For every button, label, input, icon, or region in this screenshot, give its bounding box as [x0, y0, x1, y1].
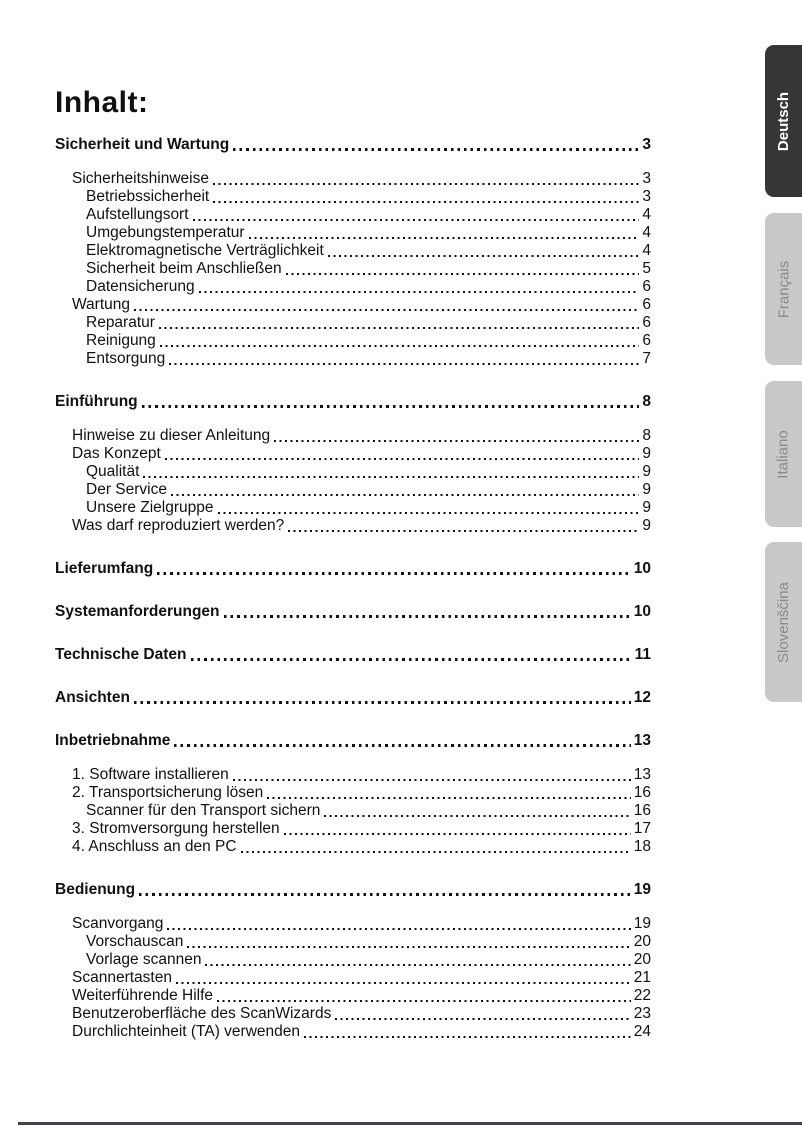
language-tab-slovenscina[interactable] [765, 542, 802, 702]
toc-entry-label: Betriebssicherheit [86, 188, 210, 205]
toc-entry-page: 3 [642, 188, 651, 205]
toc-dot-leader [160, 345, 640, 347]
toc-dot-leader [249, 237, 640, 239]
toc-entry-page: 9 [642, 499, 651, 516]
toc-entry [55, 689, 651, 707]
toc-entry-label: Wartung [72, 296, 131, 313]
toc-dot-leader [284, 833, 631, 835]
toc-entry-label: Inbetriebnahme [55, 732, 171, 749]
toc-entry [55, 1005, 651, 1023]
toc-entry-label: 4. Anschluss an den PC [72, 838, 237, 855]
toc-entry [55, 206, 651, 224]
toc-entry-page: 4 [642, 242, 651, 259]
toc-entry-label: Ansichten [55, 689, 130, 706]
toc-dot-leader [193, 219, 640, 221]
toc-entry-page: 21 [633, 969, 651, 986]
toc-entry [55, 732, 651, 750]
toc-entry-page: 6 [642, 278, 651, 295]
toc-entry [55, 314, 651, 332]
toc-entry-page: 8 [642, 427, 651, 444]
toc-entry-page: 16 [633, 784, 651, 801]
toc-entry [55, 296, 651, 314]
toc-entry-label: Durchlichteinheit (TA) verwenden [72, 1023, 301, 1040]
toc-entry-page: 9 [642, 445, 651, 462]
toc-entry-page: 3 [642, 170, 651, 187]
toc-entry-label: Scanner für den Transport sichern [86, 802, 321, 819]
toc-entry [55, 350, 651, 368]
toc-entry [55, 951, 651, 969]
toc-entry-page: 13 [633, 766, 651, 783]
toc-entry-label: Qualität [86, 463, 140, 480]
toc-entry [55, 427, 651, 445]
toc-entry-label: 2. Transportsicherung lösen [72, 784, 264, 801]
toc-entry-label: Bedienung [55, 881, 136, 898]
toc-entry-label: Sicherheit beim Anschließen [86, 260, 282, 277]
toc-entry-label: Sicherheit und Wartung [55, 136, 230, 153]
toc-entry-label: Hinweise zu dieser Anleitung [72, 427, 271, 444]
toc-dot-leader [218, 512, 640, 514]
toc-entry-label: Technische Daten [55, 646, 187, 663]
toc-entry [55, 445, 651, 463]
toc-entry [55, 332, 651, 350]
toc-dot-leader [171, 494, 639, 496]
toc-dot-leader [199, 291, 640, 293]
toc-dot-leader [328, 255, 640, 257]
toc-entry-page: 5 [642, 260, 651, 277]
toc-dot-leader [286, 273, 640, 275]
toc-dot-leader [267, 797, 630, 799]
toc-entry-page: 17 [633, 820, 651, 837]
toc-dot-leader [134, 701, 631, 704]
toc-entry [55, 224, 651, 242]
toc-entry [55, 560, 651, 578]
toc-entry-label: Lieferumfang [55, 560, 154, 577]
toc-dot-leader [335, 1018, 630, 1020]
toc-dot-leader [159, 327, 639, 329]
toc-dot-leader [157, 572, 631, 575]
toc-entry-label: Vorlage scannen [86, 951, 202, 968]
toc-dot-leader [324, 815, 630, 817]
toc-entry [55, 881, 651, 899]
toc-entry-page: 13 [633, 732, 651, 749]
toc-entry-page: 12 [633, 689, 651, 706]
toc-dot-leader [134, 309, 639, 311]
toc-entry [55, 393, 651, 411]
toc-entry-page: 9 [642, 481, 651, 498]
toc-dot-leader [213, 183, 639, 185]
toc-dot-leader [176, 982, 631, 984]
toc-entry-page: 11 [634, 646, 651, 663]
toc-dot-leader [217, 1000, 631, 1002]
toc-entry-page: 3 [642, 136, 651, 153]
toc-dot-leader [233, 148, 639, 151]
toc-entry [55, 170, 651, 188]
toc-entry-page: 10 [633, 560, 651, 577]
toc-entry-page: 8 [642, 393, 651, 410]
toc-entry-page: 19 [633, 881, 651, 898]
toc-entry-label: Der Service [86, 481, 167, 498]
toc-entry-label: Systemanforderungen [55, 603, 220, 620]
toc-entry-label: 3. Stromversorgung herstellen [72, 820, 280, 837]
toc-entry-label: Weiterführende Hilfe [72, 987, 214, 1004]
toc-entry-page: 18 [633, 838, 651, 855]
toc-entry-label: Reparatur [86, 314, 155, 331]
toc-entry-page: 19 [633, 915, 651, 932]
toc-entry [55, 603, 651, 621]
toc-entry-page: 23 [633, 1005, 651, 1022]
toc-entry-label: 1. Software installieren [72, 766, 229, 783]
toc-entry-page: 9 [642, 517, 651, 534]
toc-entry [55, 987, 651, 1005]
toc-entry [55, 1023, 651, 1041]
table-of-contents [55, 136, 651, 1041]
toc-entry-label: Benutzeroberfläche des ScanWizards [72, 1005, 332, 1022]
toc-dot-leader [174, 744, 630, 747]
toc-entry [55, 646, 651, 664]
toc-entry-label: Reinigung [86, 332, 156, 349]
toc-entry-page: 6 [642, 332, 651, 349]
toc-entry [55, 499, 651, 517]
toc-entry-label: Datensicherung [86, 278, 195, 295]
toc-entry-label: Scanvorgang [72, 915, 164, 932]
language-tab-francais[interactable] [765, 213, 802, 365]
toc-entry [55, 969, 651, 987]
toc-dot-leader [167, 928, 630, 930]
language-tab-deutsch-label: Deutsch [775, 91, 792, 151]
language-tab-italiano-label: Italiano [775, 429, 792, 479]
toc-entry-label: Einführung [55, 393, 138, 410]
toc-entry-label: Das Konzept [72, 445, 161, 462]
toc-entry-page: 20 [633, 951, 651, 968]
toc-entry [55, 517, 651, 535]
toc-entry-page: 10 [633, 603, 651, 620]
toc-entry [55, 278, 651, 296]
toc-entry-page: 4 [642, 224, 651, 241]
toc-entry-label: Umgebungstemperatur [86, 224, 245, 241]
toc-entry-page: 24 [633, 1023, 651, 1040]
toc-entry [55, 481, 651, 499]
page-title: Inhalt: [55, 86, 149, 120]
language-tab-francais-label: Français [775, 260, 792, 318]
toc-entry [55, 933, 651, 951]
toc-entry-page: 6 [642, 314, 651, 331]
toc-entry [55, 766, 651, 784]
toc-dot-leader [191, 658, 632, 661]
language-tab-deutsch[interactable] [765, 45, 802, 197]
toc-entry-page: 16 [633, 802, 651, 819]
toc-entry-page: 7 [642, 350, 651, 367]
toc-dot-leader [165, 458, 640, 460]
toc-dot-leader [274, 440, 639, 442]
toc-entry [55, 242, 651, 260]
toc-dot-leader [224, 615, 631, 618]
toc-entry-page: 20 [633, 933, 651, 950]
toc-entry-label: Aufstellungsort [86, 206, 189, 223]
toc-dot-leader [205, 964, 630, 966]
toc-dot-leader [241, 851, 631, 853]
toc-entry-label: Scannertasten [72, 969, 172, 986]
toc-entry [55, 260, 651, 278]
toc-entry [55, 136, 651, 154]
language-tab-italiano[interactable] [765, 381, 802, 527]
toc-dot-leader [143, 476, 639, 478]
toc-entry [55, 838, 651, 856]
toc-dot-leader [142, 405, 640, 408]
toc-entry-label: Elektromagnetische Verträglichkeit [86, 242, 324, 259]
toc-entry [55, 463, 651, 481]
toc-entry [55, 820, 651, 838]
toc-dot-leader [233, 779, 631, 781]
toc-entry-label: Vorschauscan [86, 933, 184, 950]
language-tab-slovenscina-label: Slovenščina [775, 581, 793, 663]
toc-entry-page: 6 [642, 296, 651, 313]
toc-entry-page: 4 [642, 206, 651, 223]
toc-entry [55, 802, 651, 820]
toc-entry-label: Was darf reproduziert werden? [72, 517, 285, 534]
toc-entry-page: 9 [642, 463, 651, 480]
toc-entry-page: 22 [633, 987, 651, 1004]
toc-entry-label: Unsere Zielgruppe [86, 499, 214, 516]
toc-entry-label: Entsorgung [86, 350, 166, 367]
toc-entry-label: Sicherheitshinweise [72, 170, 209, 187]
toc-entry [55, 188, 651, 206]
toc-dot-leader [288, 530, 639, 532]
toc-entry [55, 915, 651, 933]
toc-dot-leader [213, 201, 639, 203]
toc-dot-leader [169, 363, 639, 365]
toc-dot-leader [187, 946, 630, 948]
toc-dot-leader [139, 893, 631, 896]
toc-dot-leader [304, 1036, 631, 1038]
toc-entry [55, 784, 651, 802]
footer-rule [18, 1122, 802, 1125]
